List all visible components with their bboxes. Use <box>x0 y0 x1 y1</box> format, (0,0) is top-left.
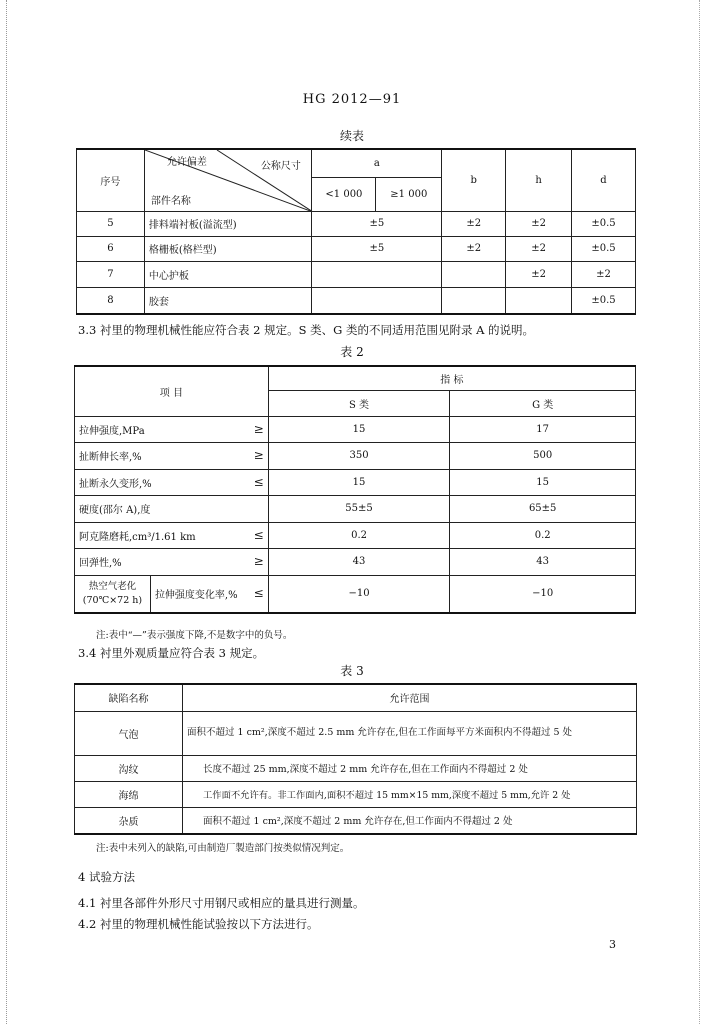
col-seq: 序号 <box>77 149 145 211</box>
paragraph-3-4: 3.4 衬里外观质量应符合表 3 规定。 <box>78 646 265 660</box>
cell-defect: 杂质 <box>75 807 183 834</box>
table-row <box>77 236 636 261</box>
cell-item: 扯断永久变形,% <box>79 478 152 490</box>
col-a: a <box>312 149 442 177</box>
table-3 <box>74 683 637 835</box>
table-row <box>75 522 636 548</box>
aging-label-2: (70℃×72 h) <box>82 594 143 606</box>
corner-bottom: 部件名称 <box>150 196 191 207</box>
col-index: 指 标 <box>268 366 635 390</box>
section-4-heading: 4 试验方法 <box>78 870 135 884</box>
table-2-title: 表 2 <box>340 345 364 359</box>
table-row <box>77 287 636 314</box>
cell-g: 65±5 <box>450 495 636 522</box>
cell-b: ±2 <box>442 211 506 236</box>
cell-h <box>506 287 572 314</box>
cell-s: 15 <box>268 416 450 442</box>
table-row <box>77 211 636 236</box>
table-row <box>75 495 636 522</box>
col-name: 缺陷名称 <box>75 684 183 711</box>
cell-sym: ≥ <box>253 421 264 436</box>
table-2 <box>74 365 636 614</box>
table-row <box>75 781 637 807</box>
cell-name: 胶套 <box>144 287 312 314</box>
cell-b: ±2 <box>442 236 506 261</box>
cell-b <box>442 287 506 314</box>
cell-no: 5 <box>77 211 145 236</box>
aging-item: 拉伸强度变化率,% <box>154 590 238 602</box>
cell-no: 8 <box>77 287 145 314</box>
cell-defect: 海绵 <box>75 781 183 807</box>
corner-top2: 公称尺寸 <box>260 161 301 172</box>
cell-d: ±2 <box>572 261 636 287</box>
cell-h: ±2 <box>506 236 572 261</box>
cell-d: ±0.5 <box>572 211 636 236</box>
aging-label-1: 热空气老化 <box>88 580 137 592</box>
col-g: G 类 <box>450 390 636 416</box>
cell-g: 0.2 <box>450 522 636 548</box>
cell-s: 350 <box>268 442 450 469</box>
table-row <box>77 261 636 287</box>
cell-sym: ≥ <box>253 554 264 568</box>
cell-range: 长度不超过 25 mm,深度不超过 2 mm 允许存在,但在工作面内不得超过 2 处 <box>183 755 637 781</box>
col-a-sub2: ≥1 000 <box>376 177 442 211</box>
paragraph-4-2: 4.2 衬里的物理机械性能试验按以下方法进行。 <box>78 917 319 931</box>
col-s: S 类 <box>268 390 450 416</box>
scan-edge-right <box>699 0 704 1024</box>
scan-edge-left <box>0 0 7 1024</box>
cell-a: ±5 <box>312 236 442 261</box>
cell-d: ±0.5 <box>572 236 636 261</box>
continued-title: 续表 <box>339 129 364 143</box>
cell-name: 格栅板(格栏型) <box>144 236 312 261</box>
cell-g: 17 <box>450 416 636 442</box>
cell-g: 500 <box>450 442 636 469</box>
aging-g: −10 <box>450 575 636 613</box>
cell-sym: ≥ <box>253 448 264 462</box>
cell-a: ±5 <box>312 211 442 236</box>
table-row <box>75 416 636 442</box>
cell-name: 排料端衬板(溢流型) <box>144 211 312 236</box>
cell-d: ±0.5 <box>572 287 636 314</box>
cell-s: 43 <box>268 548 450 575</box>
diagonal-header <box>144 149 312 211</box>
table-row <box>75 807 637 834</box>
cell-no: 7 <box>77 261 145 287</box>
cell-item: 拉伸强度,MPa <box>79 425 145 437</box>
table-3-note: 注:表中未列入的缺陷,可由制造厂製造部门按类似情况判定。 <box>96 843 350 854</box>
cell-g: 15 <box>450 469 636 495</box>
cell-range: 工作面不允许有。非工作面内,面积不超过 15 mm×15 mm,深度不超过 5 mm,允许 2 处 <box>183 781 637 807</box>
aging-sym: ≤ <box>253 586 264 601</box>
table-3-title: 表 3 <box>340 664 364 678</box>
cell-h: ±2 <box>506 211 572 236</box>
col-b: b <box>442 149 506 211</box>
aging-s: −10 <box>268 575 450 613</box>
table-1 <box>76 148 636 315</box>
cell-defect: 沟纹 <box>75 755 183 781</box>
cell-a <box>312 261 442 287</box>
cell-sym: ≤ <box>253 474 264 489</box>
cell-s: 55±5 <box>268 495 450 522</box>
col-a-sub1: <1 000 <box>312 177 376 211</box>
cell-b <box>442 261 506 287</box>
col-h: h <box>506 149 572 211</box>
table-row <box>75 442 636 469</box>
table-2-note: 注:表中“—”表示强度下降,不是数字中的负号。 <box>96 630 293 641</box>
table-row <box>75 575 636 613</box>
corner-top: 允许偏差 <box>166 157 207 168</box>
cell-item: 硬度(邵尔 A),度 <box>79 505 151 516</box>
cell-sym: ≤ <box>253 527 264 542</box>
cell-item: 回弹性,% <box>79 558 122 569</box>
cell-name: 中心护板 <box>144 261 312 287</box>
col-range: 允许范围 <box>183 684 637 711</box>
table-row <box>75 548 636 575</box>
table-row <box>75 711 637 755</box>
cell-item: 阿克隆磨耗,cm³/1.61 km <box>79 531 196 543</box>
cell-no: 6 <box>77 236 145 261</box>
cell-range: 面积不超过 1 cm²,深度不超过 2.5 mm 允许存在,但在工作面每平方米面积内不得超过 5 处 <box>183 711 637 755</box>
table-row <box>75 755 637 781</box>
col-item: 项 目 <box>75 366 269 416</box>
col-d: d <box>572 149 636 211</box>
page-header: HG 2012—91 <box>302 92 402 107</box>
cell-g: 43 <box>450 548 636 575</box>
cell-s: 0.2 <box>268 522 450 548</box>
cell-h: ±2 <box>506 261 572 287</box>
paragraph-4-1: 4.1 衬里各部件外形尺寸用钢尺或相应的量具进行测量。 <box>78 896 365 910</box>
cell-item: 扯断伸长率,% <box>79 452 142 463</box>
cell-a <box>312 287 442 314</box>
cell-defect: 气泡 <box>75 711 183 755</box>
table-row <box>75 469 636 495</box>
cell-range: 面积不超过 1 cm²,深度不超过 2 mm 允许存在,但工作面内不得超过 2 处 <box>183 807 637 834</box>
page-number: 3 <box>609 938 616 951</box>
paragraph-3-3: 3.3 衬里的物理机械性能应符合表 2 规定。S 类、G 类的不同适用范围见附录 A 的说明。 <box>78 323 535 337</box>
cell-s: 15 <box>268 469 450 495</box>
